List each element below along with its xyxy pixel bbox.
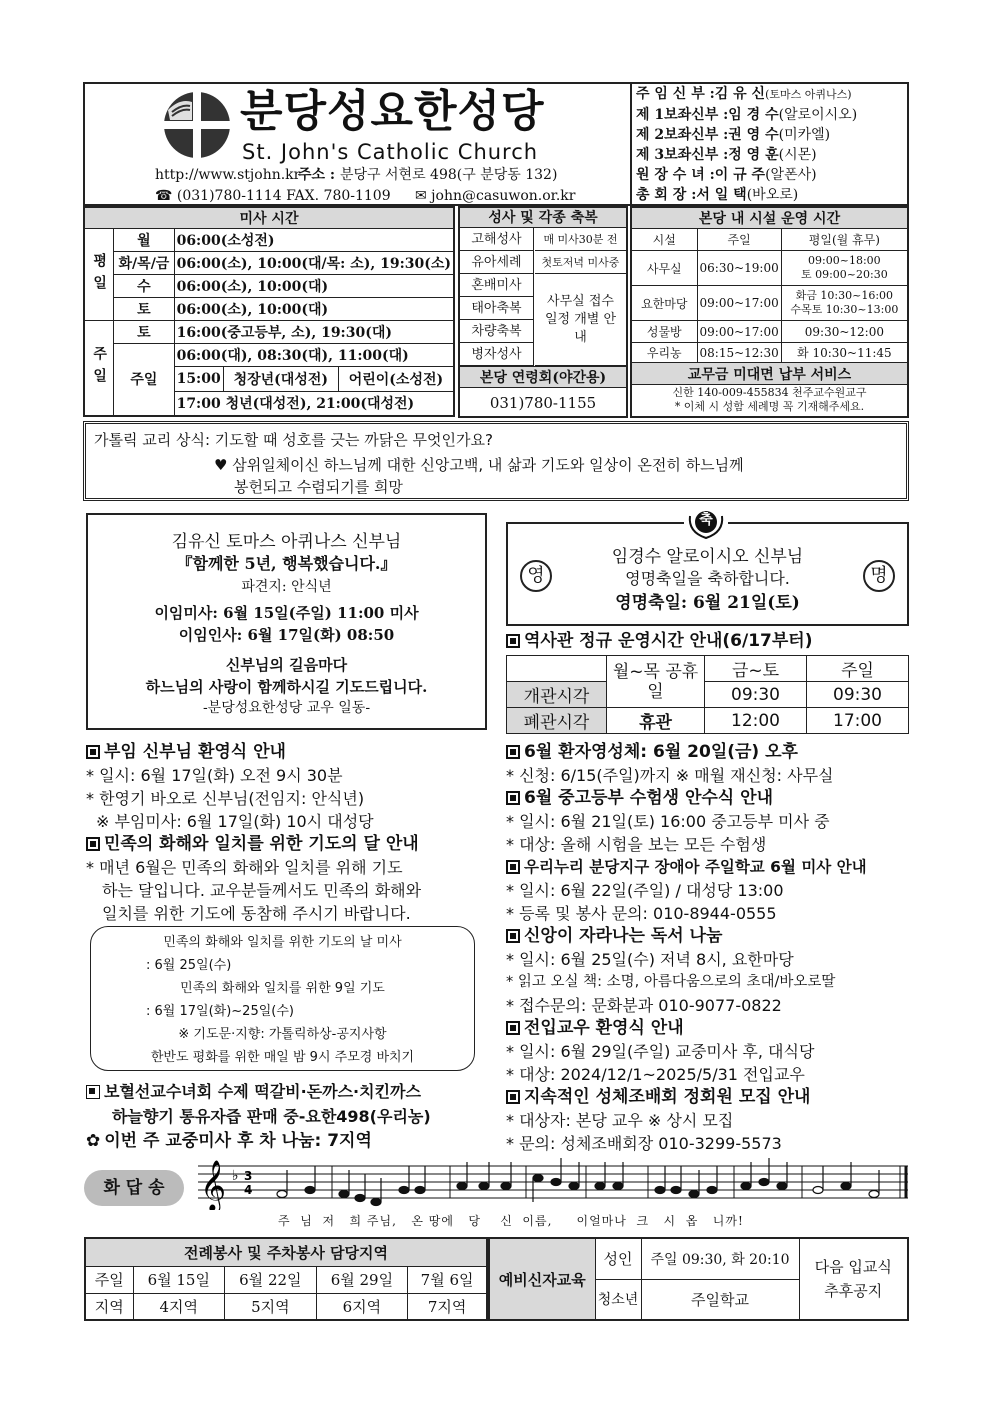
clergy-row: 제 2보좌신부 :권 영 수(미카엘): [636, 127, 831, 143]
mass-day: 주일: [114, 344, 174, 416]
farewell-title: 김유신 토마스 아퀴나스 신부님: [171, 532, 402, 552]
address-label: 주소 :: [298, 167, 336, 183]
feast-message: 영명축일을 축하합니다.: [625, 569, 790, 588]
tea-line: ✿ 이번 주 교중미사 후 차 나눔: 7지역: [86, 1131, 372, 1151]
office-note: 사무실 접수 일정 개별 안내: [535, 274, 626, 366]
welcome-title: 부임 신부님 환영식 안내: [86, 741, 486, 764]
svg-text:𝄞: 𝄞: [200, 1160, 227, 1210]
duty-date: 6월 15일: [133, 1266, 225, 1293]
duty-row-label: 주일: [85, 1266, 133, 1293]
svg-text:♭: ♭: [232, 1168, 239, 1184]
facilities-title: 본당 내 시설 운영 시간: [631, 207, 908, 229]
farewell-from: -분당성요한성당 교우 일동-: [202, 700, 371, 716]
notice-icon: [86, 837, 100, 851]
farewell-subtitle: 『함께한 5년, 행복했습니다.』: [176, 554, 397, 573]
mass-day: 수: [114, 275, 174, 298]
payment-title: 교무금 미대면 납부 서비스: [631, 363, 908, 385]
reconcile-box-line: : 6월 17일(화)~25일(수): [146, 1004, 294, 1019]
duty-area: 6지역: [316, 1293, 408, 1320]
newcomer-title: 전입교우 환영식 안내: [506, 1017, 909, 1040]
catechism-answer: 봉헌되고 수렴되기를 희망: [234, 478, 403, 496]
notice-icon: [86, 745, 100, 759]
facility-sunday: 09:00~17:00: [697, 286, 781, 321]
duty-date: 6월 29일: [316, 1266, 408, 1293]
farewell-prayer: 신부님의 길음마다: [225, 656, 348, 674]
mass-time: 06:00(소성전): [174, 229, 454, 252]
disabled-line: * 일시: 6월 22일(주일) / 대성당 13:00: [506, 881, 784, 900]
history-hall-title: 역사관 정규 운영시간 안내(6/17부터): [506, 630, 812, 653]
feast-badge: 축: [699, 512, 713, 528]
psalm-label: 화 답 송: [84, 1170, 184, 1206]
duty-table: [84, 1237, 488, 1321]
psalm-lyrics: 주 님 저 희 주님, 온 땅에 당 신 이름, 이얼마나 크 시 옵 니까!: [278, 1214, 744, 1228]
sick-title: 6월 환자영성체: 6월 20일(금) 오후: [506, 741, 909, 764]
farewell-prayer: 하느님의 사랑이 함께하시길 기도드립니다.: [145, 678, 428, 696]
facility-header: 시설: [631, 229, 697, 251]
catechism-answer: ♥ 삼위일체이신 하느님께 대한 신앙고백, 내 삶과 기도와 일상이 온전히 하느님께: [214, 456, 744, 474]
mass-time: 16:00(중고등부, 소), 19:30(대): [174, 321, 454, 344]
notice-icon: [506, 929, 520, 943]
facility-weekday: 09:30~12:00: [781, 321, 908, 343]
liaison-title: 본당 연령회(야간용): [460, 366, 626, 388]
clergy-row: 원 장 수 녀 :이 규 주(알폰사): [636, 167, 817, 183]
hall-closed: 휴관: [607, 708, 705, 734]
psalm-staff: [198, 1156, 910, 1210]
notice-icon: [506, 1090, 520, 1104]
mass-day: 토: [114, 321, 174, 344]
facility-name: 사무실: [631, 251, 697, 286]
mass-time: 06:00(소), 10:00(대): [174, 298, 454, 321]
sale-title: 보혈선교수녀회 수제 떡갈비·돈까스·치킨까스: [86, 1080, 421, 1103]
history-hall-table: [506, 655, 909, 734]
payment-info: 신한 140-009-455834 천주교수원교구 * 이체 시 성함 세례명 꼭 기재해주세요.: [631, 385, 908, 417]
sale-line: 하늘향기 통유자즙 판매 중-요한498(우리농): [112, 1107, 431, 1126]
sacrament-item: 차량축복: [460, 320, 533, 343]
hall-row-label: 개관시각: [507, 682, 607, 708]
adoration-line: * 대상자: 본당 교우 ※ 상시 모집: [506, 1111, 734, 1130]
catechumen-table: [488, 1237, 909, 1321]
feast-date: 영명축일: 6월 21일(토): [615, 593, 800, 613]
flower-icon: ✿: [86, 1131, 101, 1151]
farewell-box: [86, 513, 487, 730]
mass-time: 06:00(소), 10:00(대/목: 소), 19:30(소): [174, 252, 454, 275]
clergy-row: 주 임 신 부 :김 유 신(토마스 아퀴나스): [636, 86, 852, 102]
welcome-line: ※ 부임미사: 6월 17일(화) 10시 대성당: [96, 812, 374, 831]
sacrament-item: 혼배미사: [460, 274, 533, 297]
adoration-line: * 문의: 성체조배회장 010-3299-5573: [506, 1134, 782, 1153]
notice-icon: [506, 860, 520, 874]
table-corner: [507, 656, 607, 682]
farewell-mass: 이임미사: 6월 15일(주일) 11:00 미사: [154, 604, 419, 622]
reading-line: * 일시: 6월 25일(수) 저녁 8시, 요한마당: [506, 950, 794, 969]
hall-header: 월~목 공휴일: [607, 656, 705, 708]
reading-line: * 읽고 오실 책: 소명, 아름다움으로의 초대/바오로딸: [506, 974, 836, 990]
reconcile-title: 민족의 화해와 일치를 위한 기도의 달 안내: [86, 833, 486, 856]
hall-time: 17:00: [807, 708, 909, 734]
mass-day: 화/목/금: [114, 252, 174, 275]
adoration-title: 지속적인 성체조배회 정회원 모집 안내: [506, 1086, 909, 1109]
parish-name-en: St. John's Catholic Church: [242, 140, 539, 164]
mass-title: 미사 시간: [84, 207, 454, 229]
sacrament-item: 고해성사: [460, 228, 533, 251]
duty-date: 6월 22일: [225, 1266, 317, 1293]
right-notices: [506, 741, 909, 1155]
newcomer-line: * 일시: 6월 29일(주일) 교중미사 후, 대식당: [506, 1042, 815, 1061]
feast-name: 임경수 알로이시오 신부님: [611, 547, 804, 567]
sick-line: * 신청: 6/15(주일)까지 ※ 매월 재신청: 사무실: [506, 766, 834, 785]
notice-icon: [86, 1085, 100, 1099]
disabled-line: * 등록 및 봉사 문의: 010-8944-0555: [506, 904, 777, 923]
facility-header: 주일: [697, 229, 781, 251]
facility-name: 요한마당: [631, 286, 697, 321]
hall-header: 주일: [807, 656, 909, 682]
sunday-label: 주일: [84, 321, 114, 416]
address: 분당구 서현로 498(구 분당동 132): [340, 167, 558, 183]
left-notices: [86, 741, 486, 925]
duty-area: 7지역: [408, 1293, 487, 1320]
sacrament-item: 유아세례: [460, 251, 533, 274]
facility-sunday: 06:30~19:00: [697, 251, 781, 286]
reconcile-box-line: : 6월 25일(수): [146, 958, 232, 973]
reconcile-box-line: 민족의 화해와 일치를 위한 기도의 날 미사: [163, 935, 402, 950]
sacraments-panel: [458, 206, 628, 418]
parish-logo: [162, 90, 232, 160]
reconcile-box-line: ※ 기도문·지향: 가톨릭하상-공지사항: [178, 1027, 387, 1042]
facility-sunday: 09:00~17:00: [697, 321, 781, 343]
sacrament-item: 병자성사: [460, 343, 533, 366]
duty-title: 전례봉사 및 주차봉사 담당지역: [85, 1238, 487, 1266]
notice-icon: [506, 634, 520, 648]
mass-time: 06:00(대), 08:30(대), 11:00(대): [174, 344, 454, 367]
liaison-phone: 031)780-1155: [489, 394, 597, 412]
notice-icon: [506, 1021, 520, 1035]
facility-weekday: 화 10:30~11:45: [781, 343, 908, 363]
reconcile-box-line: 민족의 화해와 일치를 위한 9일 기도: [180, 981, 385, 996]
mass-time: 어린이(소성전): [348, 372, 444, 388]
clergy-list: [630, 82, 909, 206]
youth-label: 청소년: [595, 1279, 641, 1320]
catechumen-title: 예비신자교육: [489, 1238, 595, 1320]
catechism-box: [83, 421, 909, 501]
mass-time: 06:00(소), 10:00(대): [174, 275, 454, 298]
facilities-table: [630, 206, 909, 418]
exam-title: 6월 중고등부 수험생 안수식 안내: [506, 787, 909, 810]
youth-time: 주일학교: [641, 1279, 799, 1320]
duty-row-label: 지역: [85, 1293, 133, 1320]
reading-title: 신앙이 자라나는 독서 나눔: [506, 925, 909, 948]
facility-name: 우리농: [631, 343, 697, 363]
weekday-label: 평일: [84, 229, 114, 321]
newcomer-line: * 대상: 2024/12/1~2025/5/31 전입교우: [506, 1065, 805, 1084]
reconcile-box-line: 한반도 평화를 위한 매일 밤 9시 주모경 바치기: [150, 1050, 415, 1065]
farewell-dispatch: 파견지: 안식년: [241, 579, 332, 595]
feast-mark-left: 영: [520, 560, 552, 592]
sacrament-note: 매 미사30분 전: [535, 228, 626, 251]
next-ceremony: 다음 입교식 추후공지: [799, 1238, 908, 1320]
clergy-row: 제 1보좌신부 :임 경 수(알로이시오): [636, 107, 858, 123]
notice-icon: [506, 791, 520, 805]
phone-fax: ☎ (031)780-1114 FAX. 780-1109: [155, 188, 391, 204]
welcome-line: * 한영기 바오로 신부님(전임지: 안식년): [86, 789, 365, 808]
hall-header: 금~토: [705, 656, 807, 682]
hall-row-label: 폐관시각: [507, 708, 607, 734]
duty-area: 4지역: [133, 1293, 225, 1320]
facility-header: 평일(월 휴무): [781, 229, 908, 251]
exam-line: * 일시: 6월 21일(토) 16:00 중고등부 미사 중: [506, 812, 830, 831]
disabled-title: 우리누리 분당지구 장애아 주일학교 6월 미사 안내: [506, 856, 909, 879]
notice-icon: [506, 745, 520, 759]
facility-weekday: 화금 10:30~16:00 수목토 10:30~13:00: [781, 286, 908, 321]
feast-mark-right: 명: [863, 560, 895, 592]
mass-day: 토: [114, 298, 174, 321]
reconcile-line: 일치를 위한 기도에 동참해 주시기 바랍니다.: [102, 904, 411, 923]
mass-time: 17:00 청년(대성전), 21:00(대성전): [174, 392, 454, 416]
reconcile-line: * 매년 6월은 민족의 화해와 일치를 위해 기도: [86, 858, 403, 877]
farewell-greeting: 이임인사: 6월 17일(화) 08:50: [178, 626, 395, 644]
sacrament-item: 태아축복: [460, 297, 533, 320]
sacraments-title: 성사 및 각종 축복: [460, 208, 626, 228]
sunday-afternoon: [174, 367, 454, 392]
hall-time: 09:30: [705, 682, 807, 708]
reconcile-box: [90, 926, 475, 1071]
reading-line: * 접수문의: 문화분과 010-9077-0822: [506, 996, 782, 1015]
facility-sunday: 08:15~12:30: [697, 343, 781, 363]
hall-time: 09:30: [807, 682, 909, 708]
mass-time: 15:00: [175, 367, 224, 391]
svg-text:3: 3: [244, 1169, 253, 1183]
parish-name: 분당성요한성당: [240, 86, 545, 137]
email[interactable]: ✉ john@casuwon.or.kr: [415, 188, 576, 204]
facility-name: 성물방: [631, 321, 697, 343]
clergy-row: 총 회 장 :서 일 택(바오로): [636, 187, 799, 203]
duty-date: 7월 6일: [408, 1266, 487, 1293]
hall-time: 12:00: [705, 708, 807, 734]
adult-time: 주일 09:30, 화 20:10: [641, 1238, 799, 1279]
adult-label: 성인: [595, 1238, 641, 1279]
svg-text:4: 4: [244, 1183, 253, 1197]
facility-weekday: 09:00~18:00 토 09:00~20:30: [781, 251, 908, 286]
reconcile-line: 하는 달입니다. 교우분들께서도 민족의 화해와: [102, 881, 422, 900]
exam-line: * 대상: 올해 시험을 보는 모든 수험생: [506, 835, 767, 854]
catechism-question: 가톨릭 교리 상식: 기도할 때 성호를 긋는 까닭은 무엇인가요?: [94, 431, 493, 449]
mass-time: 청장년(대성전): [223, 367, 338, 391]
welcome-line: * 일시: 6월 17일(화) 오전 9시 30분: [86, 766, 343, 785]
mass-day: 월: [114, 229, 174, 252]
clergy-row: 제 3보좌신부 :정 영 훈(시몬): [636, 147, 817, 163]
duty-area: 5지역: [225, 1293, 317, 1320]
sacrament-note: 첫토저녁 미사중: [535, 251, 626, 274]
website-url[interactable]: http://www.stjohn.kr: [155, 167, 301, 183]
mass-times-table: [83, 206, 455, 417]
